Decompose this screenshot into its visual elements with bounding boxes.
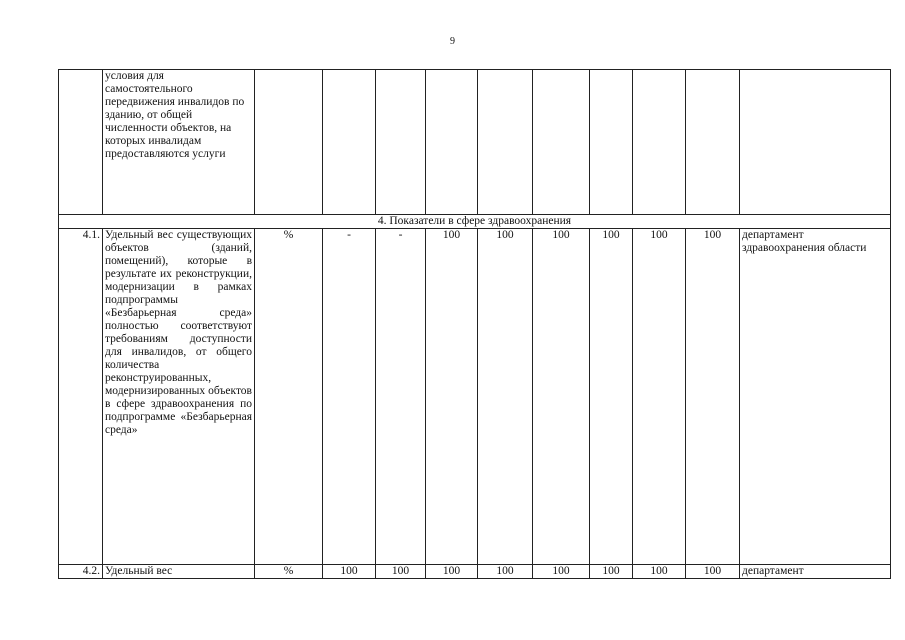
row-description: условия для самостоятельного передвижения инвалидов по зданию, от общей численности объектов, на которых инвалидам предоставляются услуги — [103, 70, 255, 215]
section-header-row — [59, 215, 891, 229]
row-responsible: департамент здравоохранения области — [740, 229, 891, 565]
indicators-table — [58, 69, 891, 579]
row-value: 100 — [323, 565, 376, 579]
row-description: Удельный вес — [103, 565, 255, 579]
row-responsible — [740, 70, 891, 215]
row-value — [323, 70, 376, 215]
table-row-4-2 — [59, 565, 891, 579]
row-unit — [255, 70, 323, 215]
row-number: 4.2. — [59, 565, 103, 579]
row-value — [686, 70, 740, 215]
table-row-4-1 — [59, 229, 891, 565]
row-value: 100 — [426, 565, 478, 579]
row-value: 100 — [478, 565, 533, 579]
row-value — [376, 70, 426, 215]
row-value: 100 — [590, 565, 633, 579]
row-value: 100 — [633, 229, 686, 565]
page-number: 9 — [450, 36, 455, 47]
row-value — [590, 70, 633, 215]
row-value: 100 — [478, 229, 533, 565]
row-value — [633, 70, 686, 215]
row-number: 4.1. — [59, 229, 103, 565]
row-value — [478, 70, 533, 215]
row-value: 100 — [686, 565, 740, 579]
row-responsible: департамент — [740, 565, 891, 579]
row-value: - — [323, 229, 376, 565]
row-value: 100 — [590, 229, 633, 565]
row-value: 100 — [686, 229, 740, 565]
row-value: - — [376, 229, 426, 565]
row-number — [59, 70, 103, 215]
row-value: 100 — [533, 229, 590, 565]
table-row-continued — [59, 70, 891, 215]
row-unit: % — [255, 565, 323, 579]
row-value: 100 — [633, 565, 686, 579]
section-title: 4. Показатели в сфере здравоохранения — [59, 215, 891, 229]
row-value: 100 — [376, 565, 426, 579]
row-value: 100 — [426, 229, 478, 565]
row-value — [426, 70, 478, 215]
row-description: Удельный вес существующих объектов (зданий, помещений), которые в результате их реконструкции, модернизации в рамках подпрограммы «Безбарьерная среда» полностью соответствуют требованиям доступности для инвалидов, от общего количества реконструированных, модернизированных объектов в сфере здравоохранения по подпрограмме «Безбарьерная среда» — [103, 229, 255, 565]
row-value: 100 — [533, 565, 590, 579]
row-unit: % — [255, 229, 323, 565]
row-value — [533, 70, 590, 215]
